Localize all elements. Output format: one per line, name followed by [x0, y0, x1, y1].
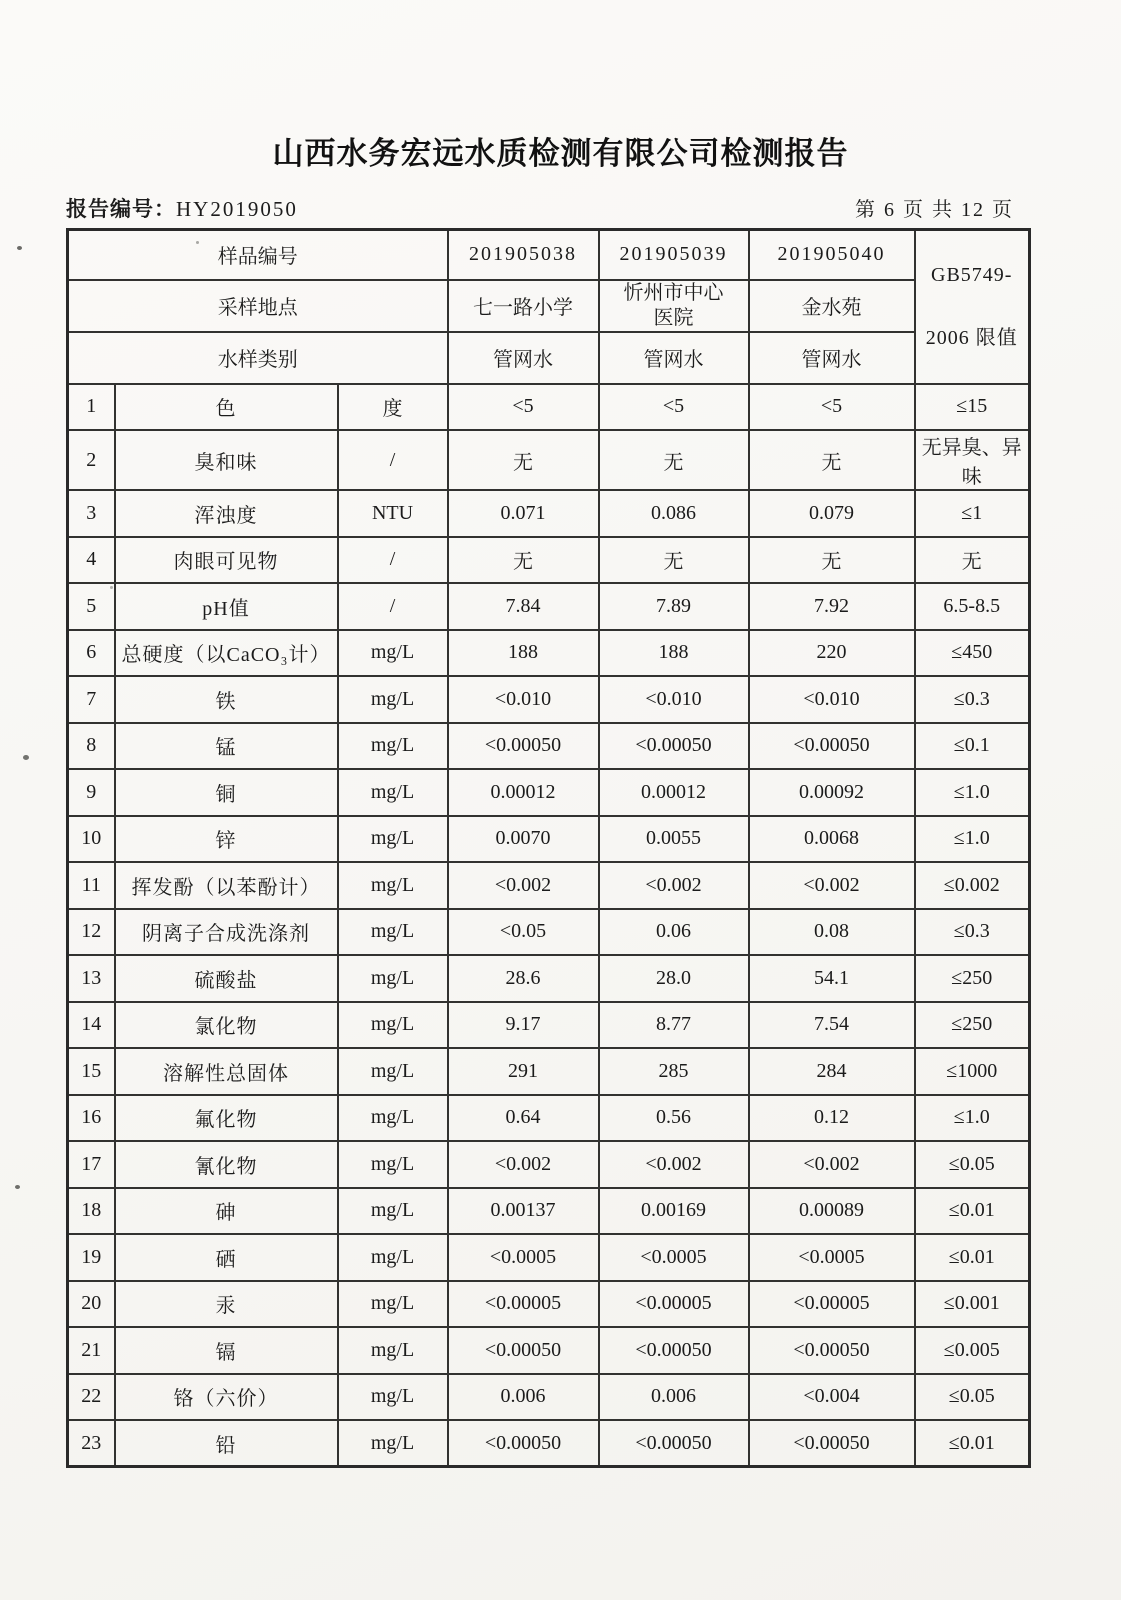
limit-value-cell: ≤0.05 — [915, 1374, 1030, 1421]
report-number-label: 报告编号： — [66, 198, 176, 221]
sample-3-value-cell: <0.00005 — [749, 1281, 915, 1328]
sample-2-value-cell: <0.002 — [599, 1141, 749, 1188]
sample-2-value-cell: <0.0005 — [599, 1234, 749, 1281]
row-number-cell: 22 — [68, 1374, 115, 1421]
sample-2-value-cell: 285 — [599, 1048, 749, 1095]
sample-1-value-cell: 0.071 — [448, 490, 599, 537]
unit-cell: / — [338, 430, 448, 490]
row-number-cell: 8 — [68, 723, 115, 770]
sample-2-value-cell: 7.89 — [599, 583, 749, 630]
table-row — [68, 955, 1030, 1002]
unit-cell: mg/L — [338, 1048, 448, 1095]
table-row — [68, 1141, 1030, 1188]
unit-cell: mg/L — [338, 1095, 448, 1142]
table-row — [68, 816, 1030, 863]
row-number-cell: 9 — [68, 769, 115, 816]
sample-id-2: 201905039 — [599, 230, 749, 280]
sample-1-value-cell: 0.0070 — [448, 816, 599, 863]
limit-value-cell: 无 — [915, 537, 1030, 584]
sample-id-label: 样品编号 — [68, 230, 448, 280]
table-row — [68, 1281, 1030, 1328]
unit-cell: mg/L — [338, 955, 448, 1002]
sample-id-1: 201905038 — [448, 230, 599, 280]
unit-cell: / — [338, 583, 448, 630]
sample-1-value-cell: <0.00005 — [448, 1281, 599, 1328]
table-row — [68, 723, 1030, 770]
limit-value-cell: ≤0.01 — [915, 1420, 1030, 1467]
sample-1-value-cell: <0.05 — [448, 909, 599, 956]
row-number-cell: 16 — [68, 1095, 115, 1142]
parameter-name-cell: 锌 — [115, 816, 338, 863]
table-row — [68, 1374, 1030, 1421]
sample-3-value-cell: 无 — [749, 430, 915, 490]
parameter-name-cell: 砷 — [115, 1188, 338, 1235]
parameter-name-cell: 铁 — [115, 676, 338, 723]
limit-value-cell: ≤250 — [915, 955, 1030, 1002]
sample-2-value-cell: <0.002 — [599, 862, 749, 909]
table-row — [68, 676, 1030, 723]
limit-value-cell: ≤0.01 — [915, 1234, 1030, 1281]
sample-3-value-cell: 220 — [749, 630, 915, 677]
parameter-name-cell: 氯化物 — [115, 1002, 338, 1049]
parameter-name-cell: 铅 — [115, 1420, 338, 1467]
limit-value-cell: ≤0.3 — [915, 676, 1030, 723]
parameter-name-cell: 铜 — [115, 769, 338, 816]
sample-1-value-cell: <5 — [448, 384, 599, 431]
sample-3-value-cell: 0.12 — [749, 1095, 915, 1142]
limit-value-cell: ≤1.0 — [915, 816, 1030, 863]
sample-id-3: 201905040 — [749, 230, 915, 280]
water-type-3: 管网水 — [749, 332, 915, 384]
sample-3-value-cell: <0.002 — [749, 1141, 915, 1188]
unit-cell: mg/L — [338, 1327, 448, 1374]
sample-3-value-cell: 0.08 — [749, 909, 915, 956]
limit-value-cell: ≤0.05 — [915, 1141, 1030, 1188]
row-number-cell: 20 — [68, 1281, 115, 1328]
sample-3-value-cell: <0.004 — [749, 1374, 915, 1421]
standard-limit-text — [916, 264, 1029, 350]
sample-1-value-cell: 0.00137 — [448, 1188, 599, 1235]
unit-cell: mg/L — [338, 723, 448, 770]
location-3: 金水苑 — [749, 280, 915, 332]
table-row — [68, 1327, 1030, 1374]
header-row-sample-id — [68, 230, 1030, 280]
row-number-cell: 15 — [68, 1048, 115, 1095]
unit-cell: mg/L — [338, 909, 448, 956]
limit-value-cell: ≤1.0 — [915, 769, 1030, 816]
row-number-cell: 18 — [68, 1188, 115, 1235]
sample-1-value-cell: <0.002 — [448, 862, 599, 909]
sample-2-value-cell: 0.00012 — [599, 769, 749, 816]
standard-line-2: 2006 限值 — [925, 326, 1018, 349]
sample-1-value-cell: 188 — [448, 630, 599, 677]
sample-2-value-cell: <0.010 — [599, 676, 749, 723]
limit-value-cell: ≤1 — [915, 490, 1030, 537]
sample-2-value-cell: 28.0 — [599, 955, 749, 1002]
sample-2-value-cell: 0.086 — [599, 490, 749, 537]
report-number-value: HY2019050 — [176, 197, 298, 221]
row-number-cell: 23 — [68, 1420, 115, 1467]
row-number-cell: 17 — [68, 1141, 115, 1188]
sample-1-value-cell: <0.00050 — [448, 1420, 599, 1467]
table-row — [68, 583, 1030, 630]
row-number-cell: 21 — [68, 1327, 115, 1374]
sample-3-value-cell: <5 — [749, 384, 915, 431]
parameter-name-cell: 溶解性总固体 — [115, 1048, 338, 1095]
table-row — [68, 862, 1030, 909]
scan-speck — [15, 1185, 20, 1189]
sample-1-value-cell: 0.00012 — [448, 769, 599, 816]
limit-value-cell: ≤0.01 — [915, 1188, 1030, 1235]
sample-3-value-cell: 284 — [749, 1048, 915, 1095]
scan-speck — [17, 246, 22, 250]
sample-1-value-cell: 无 — [448, 430, 599, 490]
parameter-name-cell: 总硬度（以CaCO₃计） — [115, 630, 338, 677]
sampling-location-label: 采样地点 — [68, 280, 448, 332]
sample-3-value-cell: <0.00050 — [749, 1327, 915, 1374]
row-number-cell: 14 — [68, 1002, 115, 1049]
parameter-name-cell: pH值 — [115, 583, 338, 630]
limit-value-cell: ≤0.3 — [915, 909, 1030, 956]
parameter-name-cell: 氟化物 — [115, 1095, 338, 1142]
sample-2-value-cell: <0.00005 — [599, 1281, 749, 1328]
sample-2-value-cell: 188 — [599, 630, 749, 677]
sample-3-value-cell: 无 — [749, 537, 915, 584]
unit-cell: mg/L — [338, 769, 448, 816]
scan-speck — [110, 586, 113, 589]
sample-2-value-cell: <0.00050 — [599, 723, 749, 770]
sample-3-value-cell: 0.00092 — [749, 769, 915, 816]
table-row — [68, 537, 1030, 584]
sample-3-value-cell: 7.54 — [749, 1002, 915, 1049]
sample-1-value-cell: <0.00050 — [448, 1327, 599, 1374]
table-row — [68, 1095, 1030, 1142]
row-number-cell: 1 — [68, 384, 115, 431]
sample-1-value-cell: <0.002 — [448, 1141, 599, 1188]
limit-value-cell: 无异臭、异味 — [915, 430, 1030, 490]
page-indicator: 第 6 页 共 12 页 — [855, 199, 1014, 221]
limit-value-cell: ≤0.005 — [915, 1327, 1030, 1374]
row-number-cell: 3 — [68, 490, 115, 537]
unit-cell: mg/L — [338, 816, 448, 863]
sample-2-value-cell: <5 — [599, 384, 749, 431]
row-number-cell: 2 — [68, 430, 115, 490]
sample-2-value-cell: <0.00050 — [599, 1420, 749, 1467]
row-number-cell: 4 — [68, 537, 115, 584]
table-row — [68, 1048, 1030, 1095]
unit-cell: mg/L — [338, 1141, 448, 1188]
sample-3-value-cell: 0.0068 — [749, 816, 915, 863]
parameter-name-cell: 阴离子合成洗涤剂 — [115, 909, 338, 956]
table-row — [68, 1188, 1030, 1235]
sample-3-value-cell: <0.0005 — [749, 1234, 915, 1281]
sample-3-value-cell: 0.079 — [749, 490, 915, 537]
limit-value-cell: ≤1.0 — [915, 1095, 1030, 1142]
row-number-cell: 13 — [68, 955, 115, 1002]
results-tbody — [68, 384, 1030, 1467]
unit-cell: mg/L — [338, 1188, 448, 1235]
parameter-name-cell: 硒 — [115, 1234, 338, 1281]
table-row — [68, 630, 1030, 677]
unit-cell: mg/L — [338, 1234, 448, 1281]
row-number-cell: 6 — [68, 630, 115, 677]
sample-3-value-cell: <0.002 — [749, 862, 915, 909]
limit-value-cell: ≤250 — [915, 1002, 1030, 1049]
unit-cell: mg/L — [338, 1281, 448, 1328]
parameter-name-cell: 色 — [115, 384, 338, 431]
parameter-name-cell: 镉 — [115, 1327, 338, 1374]
unit-cell: mg/L — [338, 862, 448, 909]
unit-cell: / — [338, 537, 448, 584]
parameter-name-cell: 氰化物 — [115, 1141, 338, 1188]
table-row — [68, 1234, 1030, 1281]
sample-2-value-cell: <0.00050 — [599, 1327, 749, 1374]
page-title: 山西水务宏远水质检测有限公司检测报告 — [272, 136, 849, 171]
sample-2-value-cell: 8.77 — [599, 1002, 749, 1049]
unit-cell: mg/L — [338, 1374, 448, 1421]
parameter-name-cell: 硫酸盐 — [115, 955, 338, 1002]
limit-value-cell: ≤0.1 — [915, 723, 1030, 770]
report-number — [66, 193, 298, 223]
sample-2-value-cell: 无 — [599, 537, 749, 584]
water-type-2: 管网水 — [599, 332, 749, 384]
sample-1-value-cell: 0.006 — [448, 1374, 599, 1421]
table-row — [68, 769, 1030, 816]
sample-3-value-cell: 7.92 — [749, 583, 915, 630]
table-row — [68, 430, 1030, 490]
limit-value-cell: ≤1000 — [915, 1048, 1030, 1095]
scan-speck — [196, 241, 199, 244]
row-number-cell: 19 — [68, 1234, 115, 1281]
scan-speck — [23, 755, 29, 760]
sample-3-value-cell: <0.010 — [749, 676, 915, 723]
unit-cell: mg/L — [338, 1002, 448, 1049]
table-row — [68, 490, 1030, 537]
parameter-name-cell: 汞 — [115, 1281, 338, 1328]
table-row — [68, 384, 1030, 431]
sample-2-value-cell: 0.00169 — [599, 1188, 749, 1235]
sample-2-value-cell: 0.56 — [599, 1095, 749, 1142]
limit-value-cell: ≤15 — [915, 384, 1030, 431]
parameter-name-cell: 臭和味 — [115, 430, 338, 490]
unit-cell: mg/L — [338, 1420, 448, 1467]
row-number-cell: 7 — [68, 676, 115, 723]
row-number-cell: 10 — [68, 816, 115, 863]
sample-1-value-cell: 无 — [448, 537, 599, 584]
row-number-cell: 11 — [68, 862, 115, 909]
sample-2-value-cell: 无 — [599, 430, 749, 490]
sample-1-value-cell: <0.0005 — [448, 1234, 599, 1281]
parameter-name-cell: 铬（六价） — [115, 1374, 338, 1421]
water-type-label: 水样类别 — [68, 332, 448, 384]
table-row — [68, 909, 1030, 956]
sample-1-value-cell: 28.6 — [448, 955, 599, 1002]
table-row — [68, 1420, 1030, 1467]
sample-1-value-cell: <0.010 — [448, 676, 599, 723]
location-2-text: 忻州市中心医院 — [623, 281, 724, 329]
unit-cell: 度 — [338, 384, 448, 431]
row-number-cell: 12 — [68, 909, 115, 956]
sample-1-value-cell: 9.17 — [448, 1002, 599, 1049]
sample-2-value-cell: 0.006 — [599, 1374, 749, 1421]
parameter-name-cell: 锰 — [115, 723, 338, 770]
sample-1-value-cell: 291 — [448, 1048, 599, 1095]
limit-value-cell: ≤0.001 — [915, 1281, 1030, 1328]
unit-cell: NTU — [338, 490, 448, 537]
sample-3-value-cell: 0.00089 — [749, 1188, 915, 1235]
sample-1-value-cell: <0.00050 — [448, 723, 599, 770]
unit-cell: mg/L — [338, 630, 448, 677]
standard-limit-header — [915, 230, 1030, 384]
table-row — [68, 1002, 1030, 1049]
sample-3-value-cell: <0.00050 — [749, 1420, 915, 1467]
header-row-location — [68, 280, 1030, 332]
location-2 — [599, 280, 749, 332]
sample-3-value-cell: <0.00050 — [749, 723, 915, 770]
parameter-name-cell: 挥发酚（以苯酚计） — [115, 862, 338, 909]
limit-value-cell: ≤0.002 — [915, 862, 1030, 909]
sample-1-value-cell: 0.64 — [448, 1095, 599, 1142]
parameter-name-cell: 肉眼可见物 — [115, 537, 338, 584]
limit-value-cell: 6.5-8.5 — [915, 583, 1030, 630]
limit-value-cell: ≤450 — [915, 630, 1030, 677]
parameter-name-cell: 浑浊度 — [115, 490, 338, 537]
location-1: 七一路小学 — [448, 280, 599, 332]
sample-1-value-cell: 7.84 — [448, 583, 599, 630]
report-meta-row — [66, 193, 1028, 223]
sample-2-value-cell: 0.06 — [599, 909, 749, 956]
header-row-water-type — [68, 332, 1030, 384]
standard-line-1: GB5749- — [931, 263, 1013, 286]
row-number-cell: 5 — [68, 583, 115, 630]
unit-cell: mg/L — [338, 676, 448, 723]
sample-3-value-cell: 54.1 — [749, 955, 915, 1002]
results-table — [66, 228, 1031, 1468]
water-type-1: 管网水 — [448, 332, 599, 384]
sample-2-value-cell: 0.0055 — [599, 816, 749, 863]
